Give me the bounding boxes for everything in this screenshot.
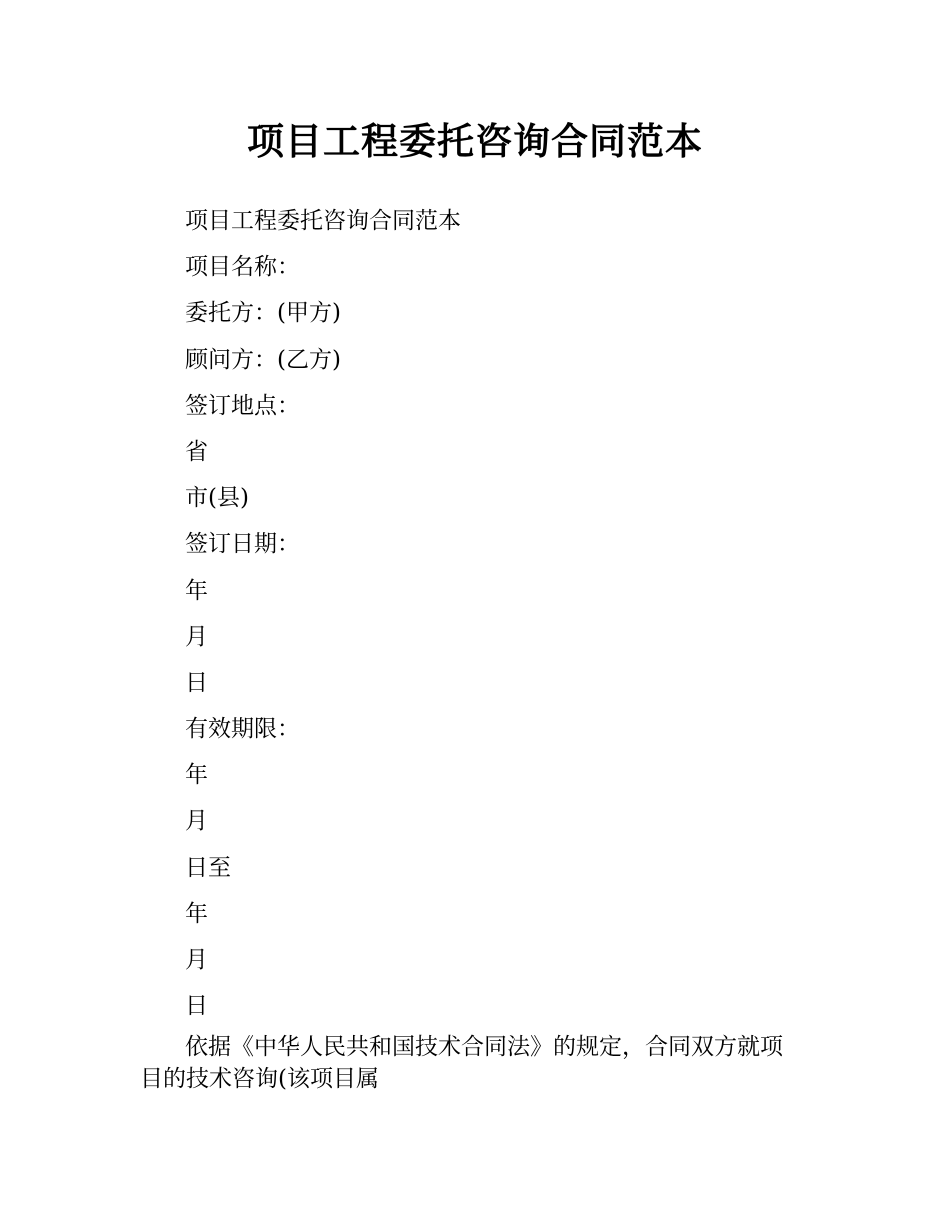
client-party-line: 委托方：(甲方) [185, 300, 341, 327]
legal-basis-paragraph: 依据《中华人民共和国技术合同法》的规定，合同双方就项目的技术咨询(该项目属 [140, 1034, 783, 1093]
signing-place-line: 签订地点： [185, 392, 300, 419]
validity-end-day-line: 日 [185, 993, 208, 1020]
validity-period-line: 有效期限： [185, 716, 300, 743]
consultant-party-line: 顾问方：(乙方) [185, 346, 341, 373]
document-title: 项目工程委托咨询合同范本 [247, 120, 703, 163]
signing-day-line: 日 [185, 669, 208, 696]
validity-end-month-line: 月 [185, 947, 208, 973]
validity-start-day-line: 日至 [185, 854, 231, 881]
signing-year-line: 年 [185, 577, 208, 604]
validity-end-year-line: 年 [185, 900, 208, 927]
city-county-line: 市(县) [185, 485, 249, 512]
validity-start-month-line: 月 [185, 808, 208, 835]
project-name-line: 项目名称： [185, 254, 300, 281]
signing-date-line: 签订日期： [185, 531, 300, 558]
contract-heading-line: 项目工程委托咨询合同范本 [185, 208, 461, 234]
validity-start-year-line: 年 [185, 762, 208, 789]
signing-month-line: 月 [185, 623, 208, 650]
document-body [140, 198, 820, 1095]
province-line: 省 [185, 438, 208, 465]
